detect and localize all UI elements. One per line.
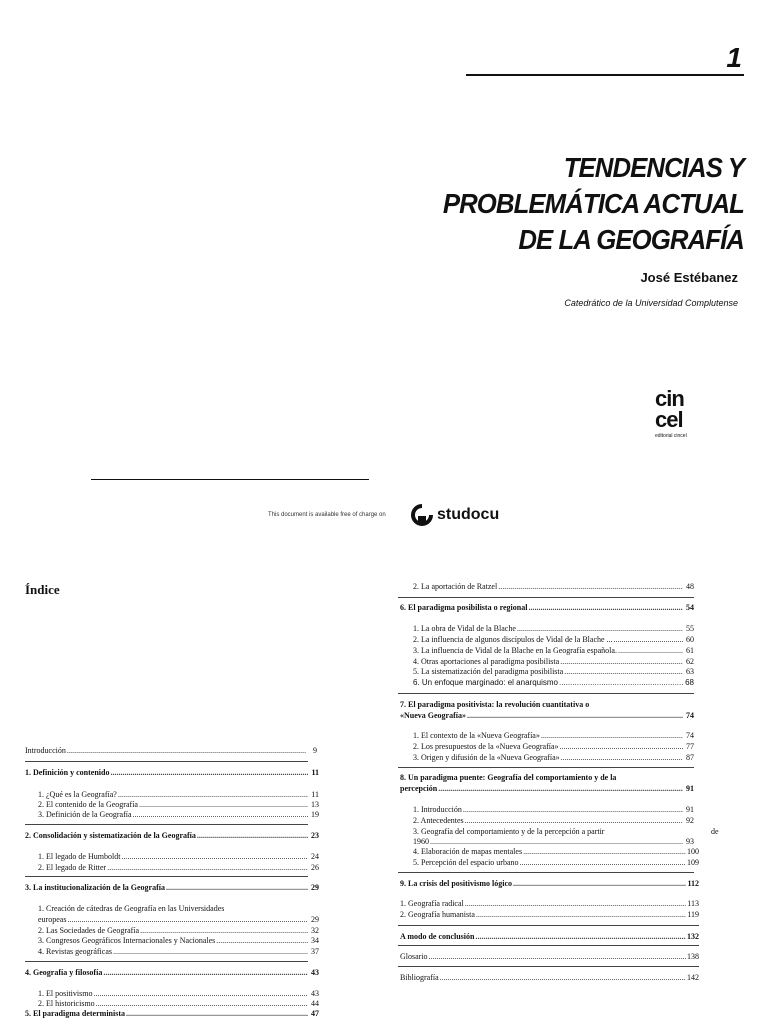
toc-entry[interactable]: 4. Geografía y filosofía ..... 43 <box>25 967 319 978</box>
toc-entry[interactable]: 2. Antecedentes ..... 92 <box>413 815 694 826</box>
toc-entry[interactable]: 5. La sistematización del paradigma posibilista ..... 63 <box>413 666 694 677</box>
toc-entry[interactable]: 3. La influencia de Vidal de la Blache en la Geografía española. ..... 61 <box>413 645 694 656</box>
toc-entry[interactable]: 2. Las Sociedades de Geografía ..... 32 <box>38 925 319 936</box>
toc-entry[interactable]: 3. Congresos Geográficos Internacionales y Nacionales ..... 34 <box>38 935 319 946</box>
toc-entry[interactable]: 6. El paradigma posibilista o regional ..... 54 <box>400 602 694 613</box>
toc-entry[interactable]: 1. Geografía radical ..... 113 <box>400 898 699 909</box>
toc-entry[interactable]: 1. El legado de Humboldt ..... 24 <box>38 851 319 862</box>
top-rule <box>466 74 744 76</box>
toc-entry[interactable]: 2. Los presupuestos de la «Nueva Geografía» ..... 77 <box>413 741 694 752</box>
toc-entry[interactable]: 1960 ..... 93 <box>413 836 694 847</box>
toc-entry-line: 1. Creación de cátedras de Geografía en las Universidades <box>38 904 225 913</box>
logo-caption: editorial cincel <box>655 433 687 439</box>
toc-entry[interactable]: Bibliografía ..... 142 <box>400 972 699 983</box>
toc-entry[interactable]: 1. El contexto de la «Nueva Geografía» ..... 74 <box>413 730 694 741</box>
divider-rule <box>91 479 369 480</box>
toc-entry[interactable]: 1. ¿Qué es la Geografía? ..... 11 <box>38 789 319 800</box>
toc-entry[interactable]: 4. Revistas geográficas ..... 37 <box>38 946 319 957</box>
toc-entry[interactable]: 2. El legado de Ritter ..... 26 <box>38 862 319 873</box>
toc-entry[interactable]: 2. Geografía humanista ..... 119 <box>400 909 699 920</box>
logo-line2: cel <box>655 407 683 432</box>
logo-line1: cin <box>655 386 684 411</box>
toc-entry[interactable]: 3. Definición de la Geografía ..... 19 <box>38 809 319 820</box>
toc-entry[interactable]: 1. El positivismo ..... 43 <box>38 988 319 999</box>
toc-entry[interactable]: 1. Introducción ..... 91 <box>413 804 694 815</box>
toc-entry-line: 8. Un paradigma puente: Geografía del comportamiento y de la <box>400 773 617 782</box>
chapter-number: 1 <box>726 42 742 73</box>
toc-entry[interactable]: 2. La influencia de algunos discípulos de Vidal de la Blache ... ..... 60 <box>413 634 694 645</box>
toc-entry[interactable]: 2. El contenido de la Geografía ..... 13 <box>38 799 319 810</box>
chapter-title <box>376 150 744 258</box>
toc-entry[interactable]: 6. Un enfoque marginado: el anarquismo ..... 68 <box>413 677 694 688</box>
toc-entry[interactable]: 1. La obra de Vidal de la Blache ..... 55 <box>413 623 694 634</box>
toc-entry[interactable]: europeas ..... 29 <box>38 914 319 925</box>
toc-entry[interactable]: «Nueva Geografía» ..... 74 <box>400 710 694 721</box>
studocu-brand: studocu <box>437 506 500 523</box>
toc-entry[interactable]: 2. Consolidación y sistematización de la Geografía ..... 23 <box>25 830 319 841</box>
toc-entry[interactable]: 4. Otras aportaciones al paradigma posibilista ..... 62 <box>413 656 694 667</box>
toc-entry[interactable]: 4. Elaboración de mapas mentales ..... 100 <box>413 846 699 857</box>
toc-entry[interactable]: 2. La aportación de Ratzel ..... 48 <box>413 581 694 592</box>
author-affiliation: Catedrático de la Universidad Complutense <box>564 298 738 308</box>
availability-notice: This document is available free of charge on <box>268 512 386 518</box>
title-line: PROBLEMÁTICA ACTUAL <box>442 188 744 219</box>
author-name: José Estébanez <box>640 270 738 285</box>
toc-entry[interactable]: 3. La institucionalización de la Geografía ..... 29 <box>25 882 319 893</box>
toc-entry[interactable]: 1. Definición y contenido ..... 11 <box>25 767 319 778</box>
title-line: DE LA GEOGRAFÍA <box>518 224 744 255</box>
toc-entry-line: 7. El paradigma positivista: la revolución cuantitativa o <box>400 700 590 709</box>
index-heading: Índice <box>25 582 60 597</box>
publisher-logo <box>654 385 702 441</box>
toc-entry[interactable]: 5. Percepción del espacio urbano ..... 109 <box>413 857 699 868</box>
toc-entry[interactable]: 9. La crisis del positivismo lógico ..... 112 <box>400 878 699 889</box>
toc-entry[interactable]: A modo de conclusión ..... 132 <box>400 931 699 942</box>
toc-entry[interactable]: percepción ..... 91 <box>400 783 694 794</box>
toc-entry[interactable]: 2. El historicismo ..... 44 <box>38 998 319 1009</box>
studocu-icon <box>411 504 433 526</box>
toc-entry[interactable]: 3. Origen y difusión de la «Nueva Geografía» ..... 87 <box>413 752 694 763</box>
studocu-link[interactable] <box>411 504 499 526</box>
title-line: TENDENCIAS Y <box>563 152 744 183</box>
toc-entry[interactable]: Introducción ..... 9 <box>25 745 317 756</box>
toc-entry-line: 3. Geografía del comportamiento y de la percepción a partir <box>413 827 605 836</box>
toc-entry[interactable]: 5. El paradigma determinista ..... 47 <box>25 1008 319 1019</box>
toc-entry[interactable]: Glosario ..... 138 <box>400 951 699 962</box>
toc-entry-line: de <box>711 827 719 836</box>
